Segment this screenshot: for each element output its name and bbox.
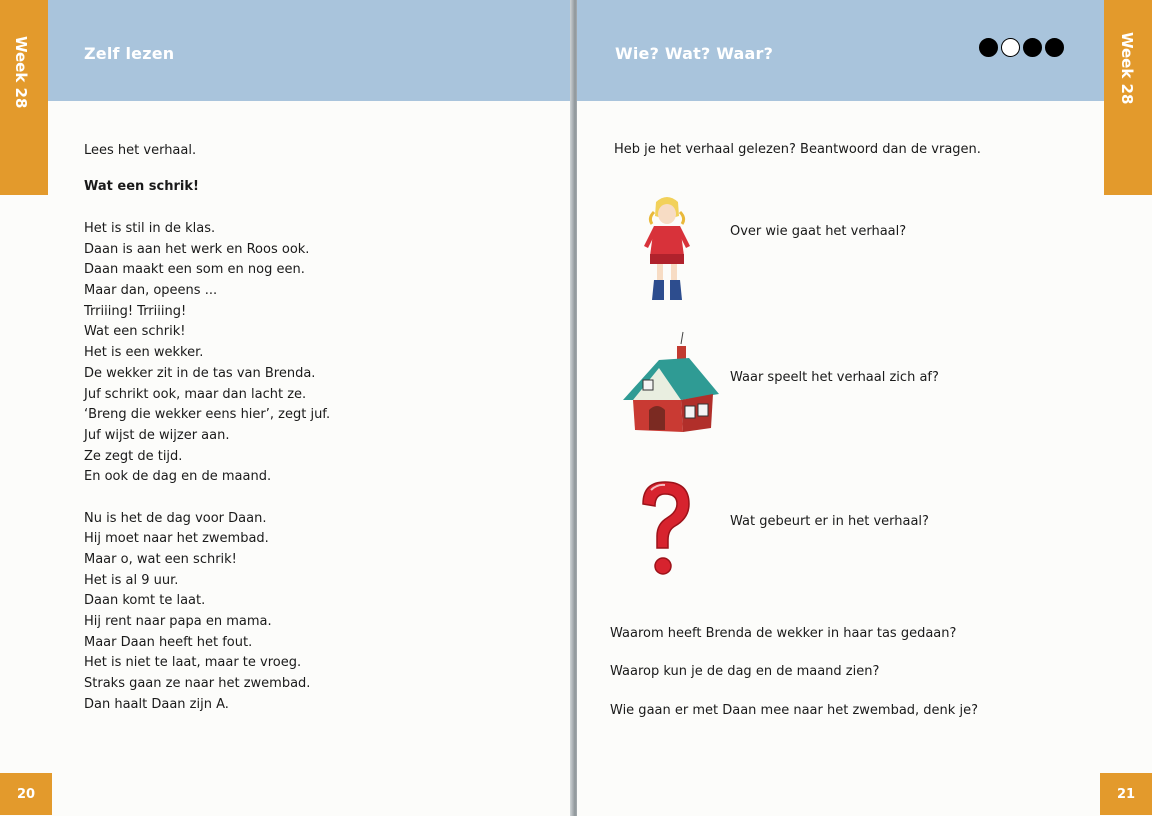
story-line: Maar dan, opeens ... xyxy=(84,283,218,299)
story-line: Maar o, wat een schrik! xyxy=(84,552,237,567)
story-text xyxy=(84,219,330,716)
story-line: Juf schrikt ook, maar dan lacht ze. xyxy=(84,386,307,402)
level-dot-filled xyxy=(1045,38,1064,57)
story-line: Maar Daan heeft het fout. xyxy=(84,634,253,650)
left-page-number: 20 xyxy=(0,773,52,815)
story-line: ‘Breng die wekker eens hier’, zegt juf. xyxy=(84,407,331,423)
instruction: Lees het verhaal. xyxy=(84,143,197,158)
story-line: Wat een schrik! xyxy=(84,324,186,340)
level-indicator xyxy=(979,38,1064,57)
house-icon xyxy=(621,330,721,435)
icon-question-what: Wat gebeurt er in het verhaal? xyxy=(730,514,929,529)
right-page-number: 21 xyxy=(1100,773,1152,815)
icon-question-where: Waar speelt het verhaal zich af? xyxy=(730,370,939,385)
right-header-title: Wie? Wat? Waar? xyxy=(615,44,774,63)
story-line: Het is al 9 uur. xyxy=(84,572,179,588)
story-line: Daan is aan het werk en Roos ook. xyxy=(84,241,310,257)
icon-question-who: Over wie gaat het verhaal? xyxy=(730,224,907,239)
story-line: Hij rent naar papa en mama. xyxy=(84,614,272,630)
question-1: Waarom heeft Brenda de wekker in haar tas gedaan? xyxy=(610,626,957,641)
left-week-tab-label: Week 28 xyxy=(12,36,30,109)
story-line: Straks gaan ze naar het zwembad. xyxy=(84,676,311,692)
left-header-title: Zelf lezen xyxy=(84,44,175,63)
left-page xyxy=(0,0,573,816)
story-line: Het is niet te laat, maar te vroeg. xyxy=(84,655,302,671)
left-week-tab xyxy=(0,0,48,195)
story-line: Trriiing! Trriiing! xyxy=(84,303,187,319)
girl-icon xyxy=(632,194,702,304)
right-week-tab-label: Week 28 xyxy=(1118,32,1136,105)
paragraph-gap xyxy=(84,488,330,509)
story-line: Nu is het de dag voor Daan. xyxy=(84,510,267,526)
story-line: Het is een wekker. xyxy=(84,345,204,361)
right-week-tab xyxy=(1104,0,1152,195)
level-dot-filled xyxy=(1023,38,1042,57)
question-mark-icon xyxy=(635,478,695,578)
level-dot-filled xyxy=(979,38,998,57)
story-line: Ze zegt de tijd. xyxy=(84,448,183,464)
story-line: En ook de dag en de maand. xyxy=(84,469,272,485)
story-line: Juf wijst de wijzer aan. xyxy=(84,427,230,443)
right-page xyxy=(577,0,1152,816)
story-line: Dan haalt Daan zijn A. xyxy=(84,696,229,712)
question-2: Waarop kun je de dag en de maand zien? xyxy=(610,664,880,679)
story-line: Het is stil in de klas. xyxy=(84,221,216,236)
story-line: Daan maakt een som en nog een. xyxy=(84,262,305,278)
story-title: Wat een schrik! xyxy=(84,179,199,194)
story-line: Daan komt te laat. xyxy=(84,593,206,609)
story-line: Hij moet naar het zwembad. xyxy=(84,531,269,547)
level-dot-empty xyxy=(1001,38,1020,57)
intro-text: Heb je het verhaal gelezen? Beantwoord dan de vragen. xyxy=(614,142,981,157)
question-3: Wie gaan er met Daan mee naar het zwembad, denk je? xyxy=(610,703,978,718)
story-line: De wekker zit in de tas van Brenda. xyxy=(84,365,316,381)
